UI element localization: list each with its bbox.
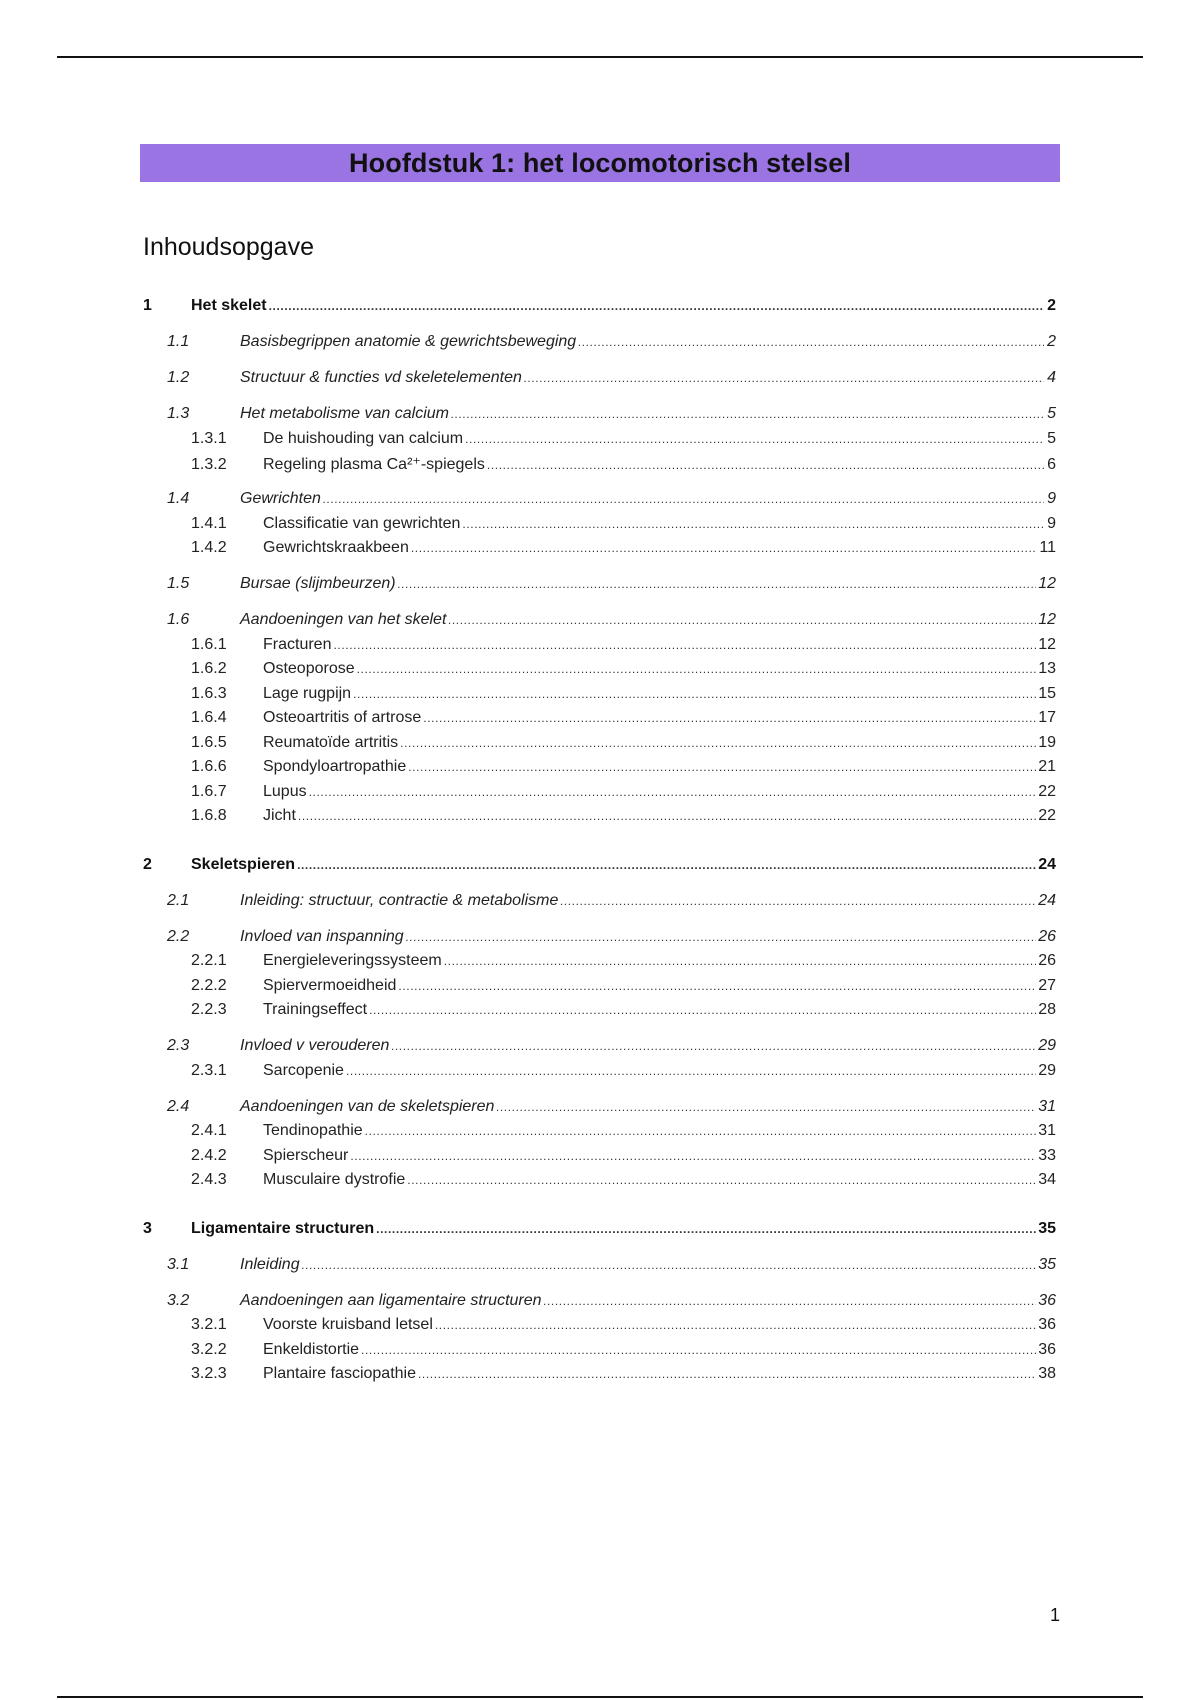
toc-entry-title: Spondyloartropathie [263, 758, 407, 775]
toc-entry-title: Enkeldistortie [263, 1340, 360, 1358]
toc-entry-page: 38 [1038, 1365, 1056, 1382]
dot-leader [323, 492, 1044, 506]
toc-entry-title: Aandoeningen van de skeletspieren [240, 1097, 495, 1115]
toc-entry[interactable] [143, 660, 1056, 685]
dot-leader [418, 1367, 1036, 1381]
toc-entry-page: 28 [1038, 1001, 1056, 1018]
toc-entry-number: 1.6.6 [191, 758, 227, 775]
toc-entry-page: 5 [1047, 405, 1056, 422]
dot-leader [451, 407, 1044, 421]
toc-entry-number: 1.5 [167, 575, 190, 592]
toc-entry-number: 2.3 [167, 1037, 190, 1054]
toc-entry-page: 5 [1047, 429, 1056, 447]
toc-entry-page: 9 [1047, 490, 1056, 507]
toc-entry[interactable] [143, 1147, 1056, 1172]
dot-leader [408, 760, 1036, 774]
dot-leader [487, 458, 1044, 472]
toc-entry[interactable] [143, 405, 1056, 430]
dot-leader [361, 1343, 1036, 1357]
toc-entry[interactable] [143, 1062, 1056, 1087]
toc-entry-page: 6 [1047, 456, 1056, 473]
toc-entry-number: 2.4.2 [191, 1146, 227, 1164]
dot-leader [369, 1003, 1036, 1017]
toc-entry-number: 2.1 [167, 891, 190, 909]
toc-entry-page: 24 [1038, 891, 1056, 909]
toc-entry[interactable] [143, 856, 1056, 881]
toc-entry[interactable] [143, 490, 1056, 515]
dot-leader [309, 785, 1037, 799]
toc-entry-page: 12 [1038, 635, 1056, 653]
dot-leader [350, 1149, 1036, 1163]
toc-entry[interactable] [143, 709, 1056, 734]
toc-entry-number: 2.2 [167, 927, 190, 945]
toc-entry-number: 1.6.4 [191, 709, 227, 726]
dot-leader [448, 613, 1036, 627]
toc-entry-title: Voorste kruisband letsel [263, 1316, 433, 1333]
dot-leader [578, 335, 1044, 349]
dot-leader [346, 1064, 1036, 1078]
toc-entry-number: 1.3 [167, 405, 190, 422]
toc-entry-title: Fracturen [263, 635, 332, 653]
toc-entry-page: 33 [1038, 1146, 1056, 1164]
toc-entry-number: 1.3.1 [191, 429, 227, 447]
toc-entry-page: 11 [1039, 539, 1056, 556]
toc-entry-page: 15 [1038, 684, 1056, 702]
toc-entry-page: 36 [1038, 1291, 1056, 1309]
toc-entry-number: 2.4 [167, 1097, 190, 1115]
toc-entry-title: Regeling plasma Ca²⁺-spiegels [263, 456, 485, 473]
toc-entry-page: 29 [1038, 1061, 1056, 1079]
toc-entry[interactable] [143, 1122, 1056, 1147]
toc-entry[interactable] [143, 1316, 1056, 1341]
toc-entry-number: 1.6.1 [191, 635, 227, 653]
toc-entry-page: 35 [1038, 1219, 1056, 1237]
toc-entry[interactable] [143, 1256, 1056, 1281]
toc-entry-number: 2.3.1 [191, 1061, 227, 1079]
dot-leader [524, 371, 1044, 385]
toc-entry[interactable] [143, 1292, 1056, 1317]
toc-entry-number: 1.6.2 [191, 660, 227, 677]
table-of-contents [143, 297, 1056, 1390]
toc-entry[interactable] [143, 952, 1056, 977]
toc-entry[interactable] [143, 430, 1056, 455]
toc-entry-page: 26 [1038, 952, 1056, 969]
page-number: 1 [1049, 1605, 1060, 1625]
toc-entry-number: 1.6.3 [191, 684, 227, 702]
dot-leader [353, 687, 1036, 701]
toc-entry[interactable] [143, 369, 1056, 394]
toc-entry-page: 19 [1038, 733, 1056, 751]
toc-entry-title: Tendinopathie [263, 1122, 363, 1139]
dot-leader [391, 1039, 1036, 1053]
toc-entry-title: Inleiding: structuur, contractie & metabolisme [240, 891, 559, 909]
toc-entry[interactable] [143, 1171, 1056, 1196]
toc-entry-page: 36 [1038, 1340, 1056, 1358]
toc-entry-title: Musculaire dystrofie [263, 1171, 406, 1188]
toc-entry-title: Energieleveringssysteem [263, 952, 442, 969]
toc-entry-page: 4 [1047, 369, 1056, 386]
dot-leader [406, 930, 1037, 944]
toc-entry-title: Osteoporose [263, 660, 355, 677]
toc-entry-title: Lage rugpijn [263, 684, 352, 702]
toc-entry[interactable] [143, 333, 1056, 358]
toc-entry-page: 9 [1047, 514, 1056, 532]
toc-entry-number: 1.6.5 [191, 733, 227, 751]
toc-entry-title: Invloed v verouderen [240, 1037, 390, 1054]
dot-leader [423, 711, 1036, 725]
toc-entry-title: Ligamentaire structuren [191, 1219, 375, 1237]
dot-leader [462, 517, 1044, 531]
toc-entry-title: Sarcopenie [263, 1061, 344, 1079]
toc-entry[interactable] [143, 1001, 1056, 1026]
toc-entry-page: 13 [1038, 660, 1056, 677]
dot-leader [444, 954, 1036, 968]
toc-entry[interactable] [143, 685, 1056, 710]
toc-entry-number: 3.2 [167, 1291, 190, 1309]
toc-entry-title: Aandoeningen aan ligamentaire structuren [240, 1291, 542, 1309]
toc-entry-page: 36 [1038, 1316, 1056, 1333]
toc-entry-page: 31 [1038, 1122, 1056, 1139]
toc-entry[interactable] [143, 1365, 1056, 1390]
toc-entry[interactable] [143, 807, 1056, 832]
toc-entry-number: 3.2.2 [191, 1340, 227, 1358]
dot-leader [357, 662, 1037, 676]
toc-entry-title: Plantaire fasciopathie [263, 1365, 416, 1382]
toc-entry-number: 1.2 [167, 369, 190, 386]
toc-entry-title: Het metabolisme van calcium [240, 405, 449, 422]
toc-entry-title: Gewrichtskraakbeen [263, 539, 409, 556]
toc-entry-number: 3.2.1 [191, 1316, 227, 1333]
dot-leader [411, 541, 1038, 555]
toc-entry[interactable] [143, 758, 1056, 783]
footer-rule [57, 1696, 1143, 1698]
toc-entry-page: 22 [1038, 807, 1056, 824]
toc-entry[interactable] [143, 1220, 1056, 1245]
toc-entry-title: Gewrichten [240, 490, 321, 507]
toc-entry-title: Basisbegrippen anatomie & gewrichtsbeweging [240, 333, 577, 350]
toc-heading: Inhoudsopgave [143, 233, 314, 261]
dot-leader [496, 1100, 1036, 1114]
toc-entry-number: 2.4.1 [191, 1122, 227, 1139]
toc-entry-title: Trainingseffect [263, 1001, 368, 1018]
toc-entry-title: Spierscheur [263, 1146, 349, 1164]
toc-entry-page: 12 [1038, 575, 1056, 592]
toc-entry[interactable] [143, 454, 1056, 479]
toc-entry-page: 21 [1038, 758, 1056, 775]
toc-entry-page: 35 [1038, 1255, 1056, 1273]
toc-entry[interactable] [143, 575, 1056, 600]
dot-leader [407, 1173, 1036, 1187]
dot-leader [376, 1222, 1036, 1236]
dot-leader [398, 979, 1036, 993]
toc-entry-number: 1.6.7 [191, 782, 227, 800]
toc-entry-number: 1.4.2 [191, 539, 227, 556]
toc-entry-title: Jicht [263, 807, 296, 824]
toc-entry[interactable] [143, 515, 1056, 540]
chapter-title: Hoofdstuk 1: het locomotorisch stelsel [349, 147, 851, 178]
toc-entry[interactable] [143, 783, 1056, 808]
chapter-title-banner [140, 144, 1060, 182]
toc-entry-number: 1.4.1 [191, 514, 227, 532]
toc-entry-title: Classificatie van gewrichten [263, 514, 461, 532]
dot-leader [544, 1294, 1037, 1308]
toc-entry[interactable] [143, 928, 1056, 953]
toc-entry[interactable] [143, 1098, 1056, 1123]
toc-entry[interactable] [143, 1037, 1056, 1062]
dot-leader [465, 432, 1044, 446]
toc-entry-title: Spiervermoeidheid [263, 976, 397, 994]
dot-leader [297, 858, 1036, 872]
toc-entry-page: 29 [1038, 1037, 1056, 1054]
toc-entry-number: 2.4.3 [191, 1171, 227, 1188]
toc-entry-page: 31 [1038, 1097, 1056, 1115]
dot-leader [560, 894, 1036, 908]
toc-entry-title: Aandoeningen van het skelet [240, 611, 447, 628]
toc-entry-number: 2.2.1 [191, 952, 227, 969]
toc-entry-number: 1.4 [167, 490, 190, 507]
toc-entry-page: 12 [1038, 611, 1056, 628]
toc-entry-number: 3 [143, 1219, 152, 1237]
toc-entry-title: De huishouding van calcium [263, 429, 464, 447]
dot-leader [333, 638, 1036, 652]
toc-entry-page: 24 [1038, 855, 1056, 873]
toc-entry-title: Reumatoïde artritis [263, 733, 399, 751]
toc-entry[interactable] [143, 977, 1056, 1002]
dot-leader [435, 1318, 1036, 1332]
toc-entry[interactable] [143, 539, 1056, 564]
toc-entry-number: 3.2.3 [191, 1365, 227, 1382]
toc-entry-number: 2 [143, 855, 152, 873]
toc-entry-title: Inleiding [240, 1255, 300, 1273]
toc-entry-page: 26 [1038, 927, 1056, 945]
dot-leader [398, 577, 1037, 591]
toc-entry-title: Osteoartritis of artrose [263, 709, 422, 726]
toc-entry-title: Lupus [263, 782, 307, 800]
toc-entry-number: 2.2.2 [191, 976, 227, 994]
toc-entry[interactable] [143, 892, 1056, 917]
dot-leader [365, 1124, 1037, 1138]
toc-entry-number: 3.1 [167, 1255, 190, 1273]
toc-entry-title: Structuur & functies vd skeletelementen [240, 369, 522, 386]
toc-entry-page: 34 [1038, 1171, 1056, 1188]
toc-entry[interactable] [143, 1341, 1056, 1366]
toc-entry[interactable] [143, 734, 1056, 759]
toc-entry-page: 22 [1038, 782, 1056, 800]
toc-entry-title: Het skelet [191, 297, 267, 314]
toc-entry-page: 17 [1038, 709, 1056, 726]
toc-entry-page: 27 [1038, 976, 1056, 994]
header-rule [57, 56, 1143, 58]
dot-leader [400, 736, 1036, 750]
toc-entry-number: 1.6.8 [191, 807, 227, 824]
dot-leader [302, 1258, 1037, 1272]
toc-entry-page: 2 [1047, 333, 1056, 350]
toc-entry-number: 1.6 [167, 611, 190, 628]
toc-entry[interactable] [143, 636, 1056, 661]
dot-leader [269, 299, 1044, 313]
toc-entry[interactable] [143, 611, 1056, 636]
toc-entry-title: Invloed van inspanning [240, 927, 404, 945]
toc-entry-page: 2 [1047, 297, 1056, 314]
toc-entry[interactable] [143, 297, 1056, 322]
toc-entry-title: Skeletspieren [191, 855, 296, 873]
dot-leader [298, 809, 1036, 823]
toc-entry-number: 2.2.3 [191, 1001, 227, 1018]
toc-entry-number: 1.1 [167, 333, 190, 350]
toc-entry-title: Bursae (slijmbeurzen) [240, 575, 396, 592]
toc-entry-number: 1 [143, 297, 152, 314]
toc-entry-number: 1.3.2 [191, 456, 227, 473]
